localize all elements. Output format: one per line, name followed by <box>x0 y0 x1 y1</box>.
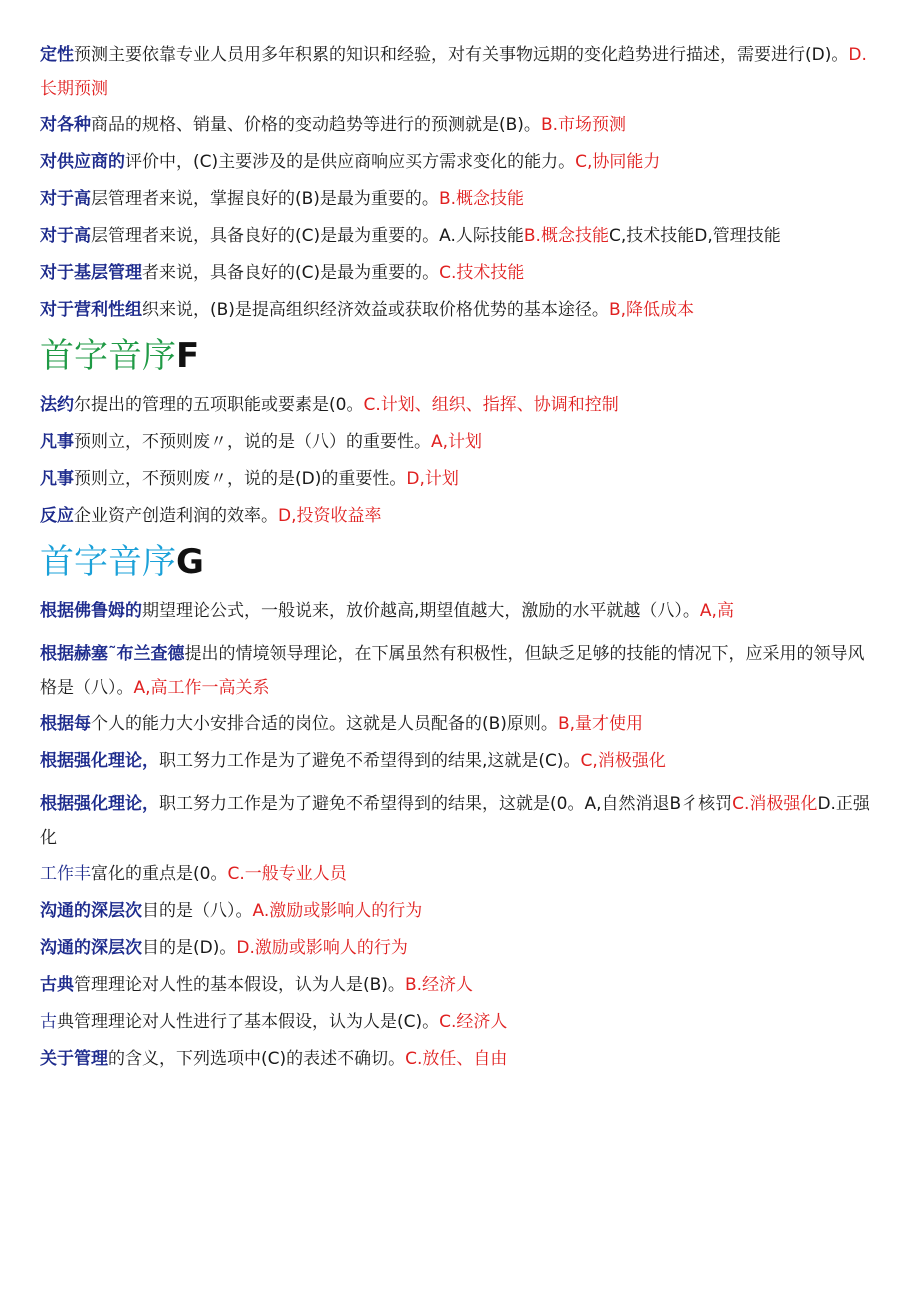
entry-answer: A.激励或影响人的行为 <box>252 901 423 921</box>
entry-question: 富化的重点是(0。 <box>91 864 228 884</box>
entry-question: 个人的能力大小安排合适的岗位。这就是人员配备的(B)原则。 <box>91 714 558 734</box>
entry-answer: B.市场预测 <box>540 115 627 135</box>
list-item <box>40 863 880 885</box>
entry-answer: A,高 <box>699 601 734 621</box>
entry-answer: C,消极强化 <box>580 751 666 771</box>
entry-keyword: 对各种 <box>40 115 91 135</box>
list-item <box>40 38 880 106</box>
document-page <box>40 44 880 1085</box>
entry-question: 职工努力工作是为了避免不希望得到的结果,这就是(C)。 <box>159 751 581 771</box>
entry-keyword: 凡事 <box>40 469 74 489</box>
heading-text: 首字音序 <box>40 542 176 582</box>
list-item <box>40 713 880 735</box>
entry-question: 的含义，下列选项中(C)的表述不确切。 <box>108 1049 406 1069</box>
list-item <box>40 468 880 490</box>
entry-question: 管理理论对人性的基本假设，认为人是(B)。 <box>74 975 405 995</box>
list-item <box>40 974 880 996</box>
entry-answer: C.经济人 <box>439 1012 508 1032</box>
entry-question: 织来说，(B)是提高组织经济效益或获取价格优势的基本途径。 <box>142 300 609 320</box>
entry-question: 目的是(D)。 <box>142 938 237 958</box>
entry-question: 预测主要依靠专业人员用多年积累的知识和经验，对有关事物远期的变化趋势进行描述，需要进行(D)。 <box>74 45 849 65</box>
list-item <box>40 1011 880 1033</box>
entry-question: 层管理者来说，掌握良好的(B)是最为重要的。 <box>91 189 439 209</box>
entry-answer: D.长期预测 <box>40 45 867 99</box>
list-item <box>40 262 880 284</box>
entry-answer: B,量才使用 <box>557 714 644 734</box>
entry-keyword: 定性 <box>40 45 74 65</box>
entry-keyword: 对于高 <box>40 226 91 246</box>
heading-text: 首字音序 <box>40 336 176 376</box>
entry-question: 目的是（八）。 <box>142 901 253 921</box>
list-item <box>40 900 880 922</box>
list-item <box>40 394 880 416</box>
list-item <box>40 937 880 959</box>
entry-keyword: 对于基层管理 <box>40 263 142 283</box>
entry-answer: D.激励或影响人的行为 <box>236 938 408 958</box>
entry-keyword: 根据强化理论， <box>40 751 159 771</box>
entry-question: 企业资产创造利润的效率。 <box>74 506 278 526</box>
list-item <box>40 1048 880 1070</box>
entry-answer: B,降低成本 <box>608 300 695 320</box>
heading-letter: G <box>176 542 204 582</box>
list-item <box>40 637 880 705</box>
entry-answer: B.概念技能 <box>523 226 609 246</box>
entry-question: 者来说，具备良好的(C)是最为重要的。 <box>142 263 440 283</box>
entry-keyword: 对于营利性组 <box>40 300 142 320</box>
list-item <box>40 225 880 247</box>
list-item <box>40 431 880 453</box>
entry-question: 层管理者来说，具备良好的(C)是最为重要的。A.人际技能 <box>91 226 524 246</box>
entry-keyword: 沟通的深层次 <box>40 938 142 958</box>
section-heading-g <box>40 542 880 582</box>
entry-question: 职工努力工作是为了避免不希望得到的结果，这就是(0。A,自然消退B彳核罚 <box>159 794 733 814</box>
list-item <box>40 188 880 210</box>
entry-answer: C.计划、组织、指挥、协调和控制 <box>363 395 619 415</box>
entry-keyword: 工作丰 <box>40 864 91 884</box>
entry-answer: B.经济人 <box>404 975 474 995</box>
entry-keyword: 关于管理 <box>40 1049 108 1069</box>
list-item <box>40 787 880 855</box>
section-heading-f <box>40 336 880 376</box>
entry-question: 预则立，不预则废〃，说的是(D)的重要性。 <box>74 469 407 489</box>
entry-question: 商品的规格、销量、价格的变动趋势等进行的预测就是(B)。 <box>91 115 541 135</box>
entry-answer: C.放任、自由 <box>405 1049 508 1069</box>
entry-keyword: 对供应商的 <box>40 152 125 172</box>
entry-answer: B.概念技能 <box>438 189 525 209</box>
entry-question: 尔提出的管理的五项职能或要素是(0。 <box>74 395 364 415</box>
entry-keyword: 古 <box>40 1012 57 1032</box>
entry-question: 评价中，(C)主要涉及的是供应商响应买方需求变化的能力。 <box>125 152 576 172</box>
list-item <box>40 114 880 136</box>
entry-answer: C.消极强化 <box>732 794 818 814</box>
entry-tail: D.正强化 <box>40 794 870 848</box>
list-item <box>40 600 880 622</box>
list-item <box>40 151 880 173</box>
heading-letter: F <box>176 336 200 376</box>
entry-keyword: 沟通的深层次 <box>40 901 142 921</box>
list-item <box>40 750 880 772</box>
entry-keyword: 根据赫塞˜布兰查德 <box>40 644 185 664</box>
list-item <box>40 505 880 527</box>
entry-question: 提出的情境领导理论，在下属虽然有积极性，但缺乏足够的技能的情况下，应采用的领导风格是（八）。 <box>40 644 865 698</box>
entry-keyword: 对于高 <box>40 189 91 209</box>
entry-keyword: 法约 <box>40 395 74 415</box>
entry-keyword: 根据佛鲁姆的 <box>40 601 142 621</box>
entry-answer: D,投资收益率 <box>278 506 382 526</box>
entry-tail: C,技术技能D,管理技能 <box>608 226 781 246</box>
entry-question: 预则立，不预则废〃，说的是（八）的重要性。 <box>74 432 431 452</box>
entry-answer: D,计划 <box>406 469 459 489</box>
entry-question: 期望理论公式，一般说来，放价越高,期望值越大，激励的水平就越（八）。 <box>142 601 700 621</box>
entry-answer: A,高工作一高关系 <box>133 678 270 698</box>
list-item <box>40 299 880 321</box>
entry-keyword: 根据每 <box>40 714 91 734</box>
entry-keyword: 根据强化理论， <box>40 794 159 814</box>
entry-keyword: 反应 <box>40 506 74 526</box>
entry-answer: C.技术技能 <box>439 263 525 283</box>
entry-keyword: 古典 <box>40 975 74 995</box>
entry-answer: C,协同能力 <box>575 152 661 172</box>
entry-answer: A,计划 <box>431 432 483 452</box>
entry-answer: C.一般专业人员 <box>227 864 347 884</box>
entry-question: 典管理理论对人性进行了基本假设，认为人是(C)。 <box>57 1012 440 1032</box>
entry-keyword: 凡事 <box>40 432 74 452</box>
